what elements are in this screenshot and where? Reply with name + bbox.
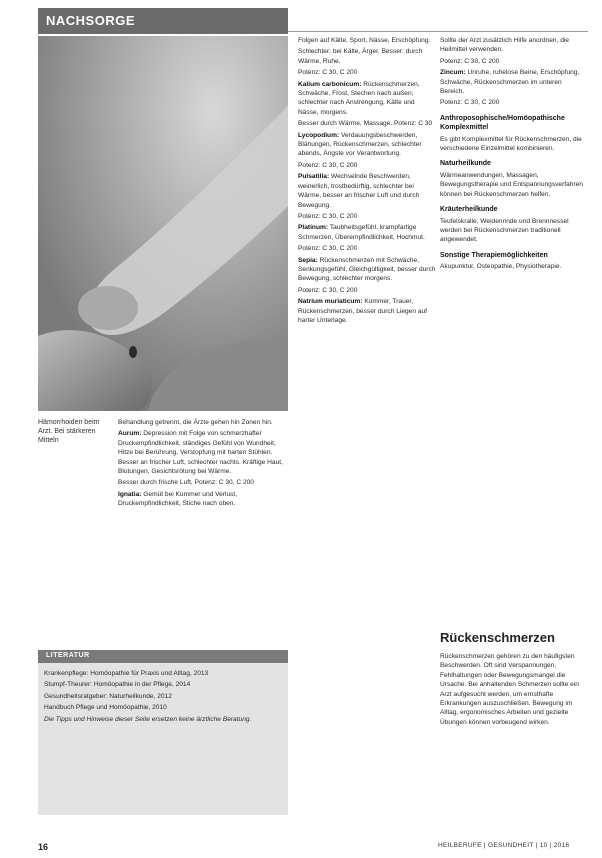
literature-item: Krankenpflege: Homöopathie für Praxis und Alltag, 2013 xyxy=(44,670,209,677)
paragraph-text: Potenz: C 30, C 200 xyxy=(298,161,358,169)
paragraph xyxy=(298,131,436,159)
paragraph-text: Potenz: C 30, C 200 xyxy=(440,99,500,107)
paragraph xyxy=(298,223,436,242)
paragraph xyxy=(118,429,288,476)
paragraph-text: Teufelskralle, Weidenrinde und Brennnessel werden bei Rückenschmerzen traditionell angewendet. xyxy=(440,217,569,244)
paragraph xyxy=(118,418,288,427)
paragraph-text: Kummer, Trauer, Rückenschmerzen, besser durch Liegen auf harter Unterlage. xyxy=(298,298,428,324)
literature-item: Handbuch Pflege und Homöopathie, 2010 xyxy=(44,704,167,712)
term-label: Sepia: xyxy=(298,256,320,264)
article-photo xyxy=(38,36,288,411)
paragraph xyxy=(440,262,585,271)
paragraph-text: Akupunktur, Osteopathie, Physiotherapie. xyxy=(440,263,562,271)
paragraph xyxy=(298,161,436,170)
term-label: Ignatia: xyxy=(118,490,144,498)
paragraph-text: Gemüt bei Kummer und Verlust, Druckempfindlichkeit, Stiche nach oben. xyxy=(118,490,238,508)
paragraph xyxy=(440,98,585,107)
paragraph-text: Wechselnde Beschwerden, weinerlich, trostbedürftig, schlechter bei Wärme, besser an frischer Luft und durch Bewegung. xyxy=(298,173,420,209)
paragraph-text: Behandlung getrennt, die Ärzte gehen hin Zonen hin. xyxy=(118,419,273,426)
text-column-right-3 xyxy=(440,652,585,729)
subheading: Naturheilkunde xyxy=(440,160,491,168)
paragraph xyxy=(118,478,288,487)
photo-caption: Hämorrhoiden beim Arzt. Bei stärkeren Mitteln xyxy=(38,419,100,444)
paragraph-text: Rückenschmerzen, Schwäche, Frost, Stechen nach außen; schlechter nach Anstrengung, Kälte und Nässe, morgens. xyxy=(298,80,420,116)
paragraph-text: Unruhe, ruhelose Beine, Erschöpfung, Schwäche, Rückenschmerzen im unteren Bereich. xyxy=(440,69,580,96)
paragraph xyxy=(298,119,436,128)
section-header xyxy=(38,8,288,34)
paragraph-text: Verdauungsbeschwerden, Blähungen, Rückenschmerzen, schlechter abends, Ängste vor Verantwortung. xyxy=(298,131,422,158)
literature-label: LITERATUR xyxy=(46,652,90,659)
header-rule xyxy=(288,31,588,32)
paragraph-text: Sollte der Arzt zusätzlich Hilfe anordnen, die Heilmittel verwenden. xyxy=(440,37,570,54)
paragraph-text: Potenz: C 30, C 200 xyxy=(298,286,358,294)
term-label: Kalium carbonicum: xyxy=(298,80,364,88)
paragraph-text: Schlechter: bei Kälte, Ärger. Besser: durch Wärme, Ruhe. xyxy=(298,48,423,65)
paragraph xyxy=(298,244,436,253)
text-column-middle xyxy=(118,418,288,511)
literature-list xyxy=(44,669,282,726)
term-label: Zincum: xyxy=(440,69,468,77)
term-label: Pulsatilla: xyxy=(298,173,331,181)
literature-box xyxy=(38,663,288,815)
paragraph-text: Potenz: C 30, C 200 xyxy=(298,245,358,253)
paragraph-text: Wärmeanwendungen, Massagen, Bewegungstherapie und Entspannungsverfahren können bei Rückenschmerzen helfen. xyxy=(440,171,583,198)
paragraph-text: Rückenschmerzen gehören zu den häufigsten Beschwerden. Oft sind Verspannungen, Fehlhaltungen oder Bewegungsmangel die Ursache. Bei anhaltenden Schmerzen sollte ein Arzt aufgesucht werden, um ernsthafte Erkrankungen auszuschließen. Bewegung im Alltag, ergonomisches Arbeiten und gezielte Übungen können vorbeugend wirken. xyxy=(440,653,579,726)
paragraph xyxy=(298,172,436,210)
term-label: Platinum: xyxy=(298,224,330,232)
page-footer: HEILBERUFE | GESUNDHEIT | 10 | 2016 xyxy=(438,842,570,849)
paragraph xyxy=(440,135,585,154)
literature-item: Gesundheitsratgeber: Naturheilkunde, 2012 xyxy=(44,692,172,700)
paragraph xyxy=(298,80,436,118)
paragraph-text: Potenz: C 30, C 200 xyxy=(298,212,358,220)
paragraph xyxy=(440,57,585,66)
text-column-right-2 xyxy=(440,36,585,274)
paragraph xyxy=(298,212,436,221)
paragraph xyxy=(118,490,288,509)
paragraph xyxy=(298,286,436,295)
section-title: NACHSORGE xyxy=(46,13,136,28)
subheading: Anthroposophische/Homöopathische Komplexmittel xyxy=(440,114,565,132)
literature-item: Die Tipps und Hinweise dieser Seite ersetzen keine ärztliche Beratung. xyxy=(44,715,252,723)
paragraph xyxy=(298,47,436,66)
text-column-right-1 xyxy=(298,36,436,327)
paragraph-text: Rückenschmerzen mit Schwäche, Senkungsgefühl, Gleichgültigkeit, besser durch Bewegung, schlechter morgens. xyxy=(298,256,436,283)
term-label: Natrium muriaticum: xyxy=(298,298,365,306)
section-heading-rueckenschmerzen: Rückenschmerzen xyxy=(440,630,555,645)
paragraph-text: Taubheitsgefühl, krampfartige Schmerzen, Überempfindlichkeit, Hochmut. xyxy=(298,224,425,241)
literature-item: Stumpf-Theurer: Homöopathie in der Pflege, 2014 xyxy=(44,681,191,689)
photo-illustration xyxy=(38,36,288,411)
paragraph-text: Besser durch frische Luft, Potenz: C 30, C 200 xyxy=(118,479,254,487)
paragraph xyxy=(440,68,585,96)
paragraph-text: Depression mit Folge von schmerzhafter Druckempfindlichkeit, ständiges Gefühl von Wundheit, Hitze bei Berührung, Verstopfung mit harten Stühlen. Besser an frischer Luft, schlechter nachts. Kräftige Haut, Blutungen, Gesichtsrötung bei Wärme. xyxy=(118,430,283,476)
paragraph-text: Es gibt Komplexmittel für Rückenschmerzen, die verschiedene Einzelmittel kombinieren. xyxy=(440,135,582,153)
paragraph xyxy=(298,256,436,284)
paragraph-text: Potenz: C 30, C 200 xyxy=(440,57,500,65)
literature-header xyxy=(38,650,288,663)
paragraph-text: Folgen auf Kälte, Sport, Nässe, Erschöpfung. xyxy=(298,37,431,44)
paragraph xyxy=(440,171,585,199)
paragraph-text: Potenz: C 30, C 200 xyxy=(298,69,358,77)
term-label: Aurum: xyxy=(118,430,144,438)
paragraph xyxy=(440,36,585,55)
subheading: Sonstige Therapiemöglichkeiten xyxy=(440,251,548,259)
term-label: Lycopodium: xyxy=(298,131,341,139)
paragraph xyxy=(298,297,436,325)
paragraph xyxy=(440,217,585,245)
subheading: Kräuterheilkunde xyxy=(440,206,498,214)
paragraph xyxy=(298,68,436,77)
paragraph-text: Besser durch Wärme, Massage. Potenz: C 30 xyxy=(298,120,433,128)
paragraph xyxy=(440,652,585,727)
page-number: 16 xyxy=(38,842,49,852)
paragraph xyxy=(298,36,436,45)
